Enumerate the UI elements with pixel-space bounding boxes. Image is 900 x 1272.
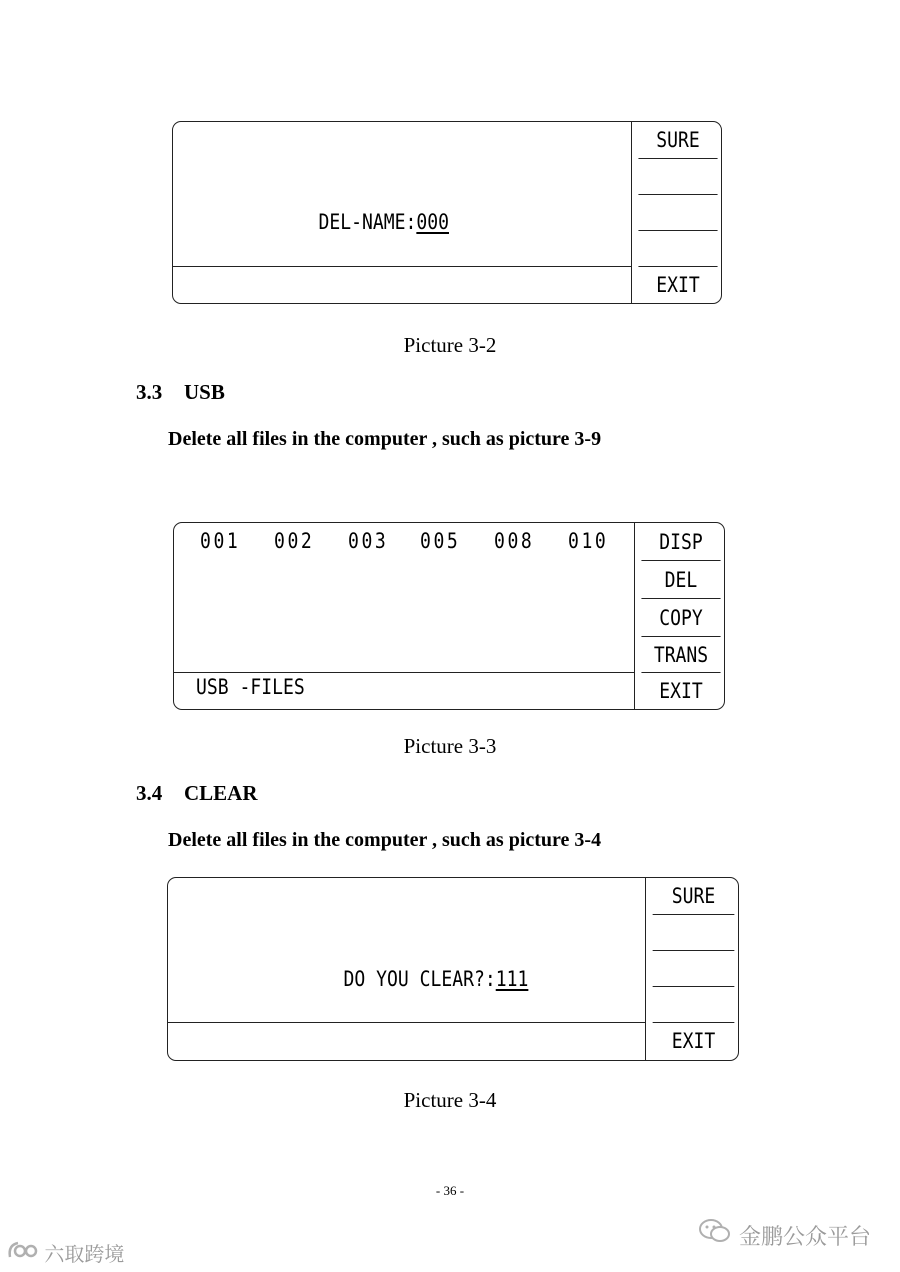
watermark-right: 金鹏公众平台 xyxy=(698,1218,871,1251)
status-divider xyxy=(174,672,634,673)
status-divider xyxy=(173,266,631,267)
section-text: Delete all files in the computer , such as picture 3-4 xyxy=(168,829,602,851)
status-text: USB -FILES xyxy=(196,675,305,699)
exit-button[interactable]: EXIT xyxy=(656,273,700,297)
lcd-screen-clear xyxy=(167,877,739,1061)
clear-prompt-label: DO YOU CLEAR?:111 xyxy=(343,967,529,991)
exit-button[interactable]: EXIT xyxy=(671,1029,716,1053)
page-number: - 36 - xyxy=(435,1183,465,1198)
status-divider xyxy=(168,1022,645,1023)
file-item[interactable]: 001 xyxy=(200,529,241,553)
softkey-blank-1[interactable] xyxy=(638,159,717,195)
softkey-blank-3[interactable] xyxy=(638,231,717,267)
file-item[interactable]: 002 xyxy=(274,529,315,553)
file-item[interactable]: 005 xyxy=(420,529,461,553)
del-name-value[interactable]: 000 xyxy=(416,210,449,234)
file-item[interactable]: 008 xyxy=(494,529,535,553)
copy-button[interactable]: COPY xyxy=(641,599,720,637)
figure-caption: Picture 3-4 xyxy=(403,1088,497,1112)
softkey-blank-3[interactable] xyxy=(653,987,735,1023)
sure-button[interactable]: SURE xyxy=(653,878,735,915)
chat-icon xyxy=(698,1225,739,1250)
figure-caption: Picture 3-3 xyxy=(403,734,497,758)
section-heading-usb: 3.3 USB xyxy=(136,380,225,404)
del-button[interactable]: DEL xyxy=(641,561,720,599)
logo-icon xyxy=(6,1242,44,1266)
file-item[interactable]: 003 xyxy=(348,529,389,553)
softkey-blank-2[interactable] xyxy=(638,195,717,231)
section-text: Delete all files in the computer , such as picture 3-9 xyxy=(168,428,602,450)
del-name-label: DEL-NAME:000 xyxy=(318,210,449,234)
watermark-left: 六取跨境 xyxy=(6,1238,124,1267)
file-item[interactable]: 010 xyxy=(568,529,609,553)
softkey-blank-1[interactable] xyxy=(653,915,735,951)
sure-button[interactable]: SURE xyxy=(638,122,717,159)
exit-button[interactable]: EXIT xyxy=(659,679,703,703)
softkey-column xyxy=(634,523,727,709)
disp-button[interactable]: DISP xyxy=(641,523,720,561)
lcd-screen-del-name xyxy=(172,121,722,304)
trans-button[interactable]: TRANS xyxy=(641,637,720,673)
lcd-screen-usb-files xyxy=(173,522,725,710)
softkey-blank-2[interactable] xyxy=(653,951,735,987)
section-heading-clear: 3.4 CLEAR xyxy=(136,781,258,805)
softkey-column xyxy=(631,122,724,303)
softkey-column xyxy=(645,878,741,1060)
clear-value[interactable]: 111 xyxy=(495,967,529,991)
figure-caption: Picture 3-2 xyxy=(403,333,497,357)
